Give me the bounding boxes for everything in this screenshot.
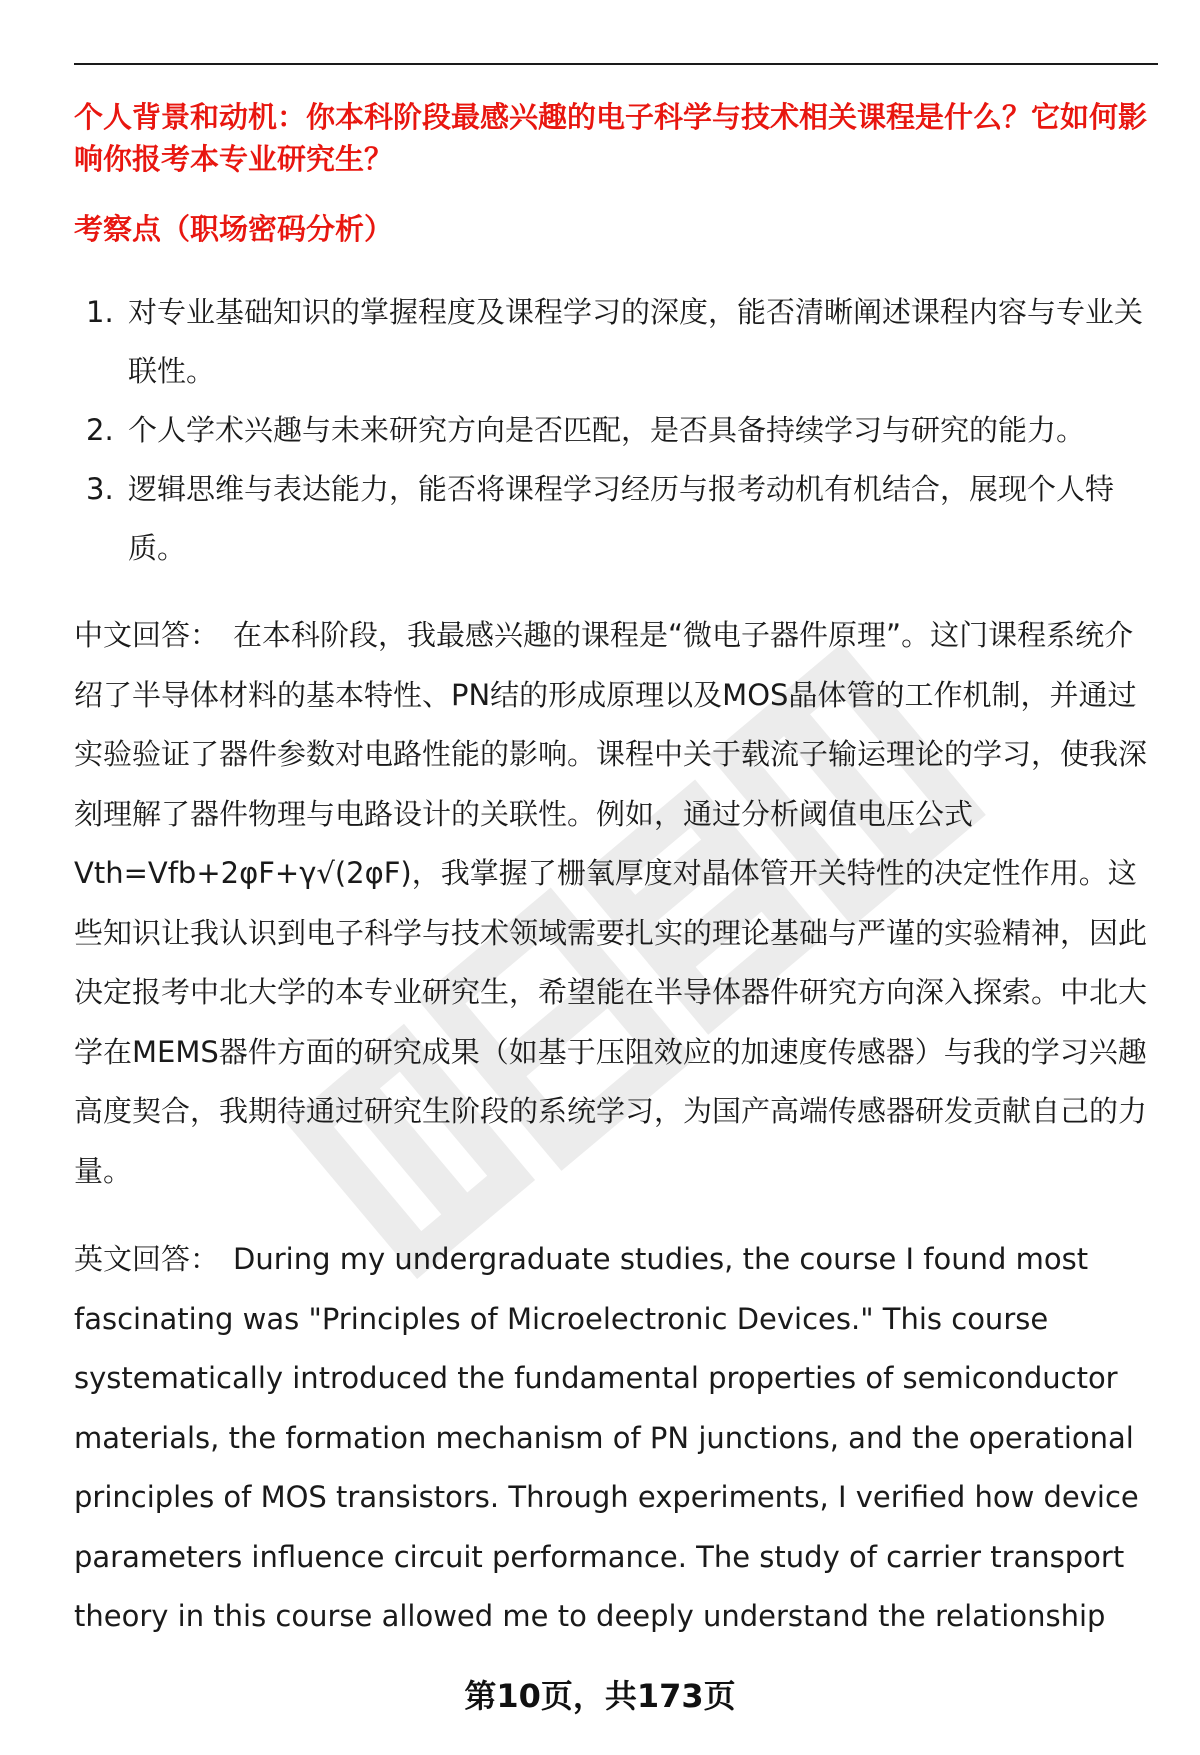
list-item: [74, 283, 1158, 401]
section-heading: 考察点（职场密码分析）: [74, 212, 394, 246]
list-item-number: 2.: [86, 413, 114, 447]
list-item: [74, 460, 1158, 578]
page-number-footer: 第10页，共173页: [464, 1677, 736, 1715]
english-answer-label: 英文回答：: [74, 1242, 220, 1276]
chinese-answer-label: 中文回答：: [74, 618, 220, 652]
chinese-answer-text: 在本科阶段，我最感兴趣的课程是“微电子器件原理”。这门课程系统介绍了半导体材料的基本特性、PN结的形成原理以及MOS晶体管的工作机制，并通过实验验证了器件参数对电路性能的影响。课程中关于载流子输运理论的学习，使我深刻理解了器件物理与电路设计的关联性。例如，通过分析阈值电压公式Vth=Vfb+2φF+γ√(2φF)，我掌握了栅氧厚度对晶体管开关特性的决定性作用。这些知识让我认识到电子科学与技术领域需要扎实的理论基础与严谨的实验精神，因此决定报考中北大学的本专业研究生，希望能在半导体器件研究方向深入探索。中北大学在MEMS器件方面的研究成果（如基于压阻效应的加速度传感器）与我的学习兴趣高度契合，我期待通过研究生阶段的系统学习，为国产高端传感器研发贡献自己的力量。: [74, 618, 1148, 1188]
list-item-number: 1.: [86, 295, 114, 329]
list-item-text: 个人学术兴趣与未来研究方向是否匹配，是否具备持续学习与研究的能力。: [128, 413, 1086, 447]
list-item-text: 逻辑思维与表达能力，能否将课程学习经历与报考动机有机结合，展现个人特质。: [128, 472, 1115, 565]
english-answer: [74, 1230, 1158, 1647]
list-item-text: 对专业基础知识的掌握程度及课程学习的深度，能否清晰阐述课程内容与专业关联性。: [128, 295, 1144, 388]
chinese-answer: [74, 606, 1158, 1201]
list-item: [74, 401, 1158, 460]
list-item-number: 3.: [86, 472, 114, 506]
top-rule: [74, 63, 1158, 65]
assessment-points-list: [74, 283, 1158, 578]
english-answer-text: During my undergraduate studies, the course I found most fascinating was "Principles of Microelectronic Devices." This course systematically introduced the fundamental properties of semiconductor materials, the formation mechanism of PN junctions, and the operational principles of MOS transistors. Through experiments, I verified how device parameters influence circuit performance. The study of carrier transport theory in this course allowed me to deeply understand the relationship: [74, 1242, 1139, 1633]
question-heading: 个人背景和动机：你本科阶段最感兴趣的电子科学与技术相关课程是什么？它如何影响你报考本专业研究生？: [74, 100, 1148, 176]
